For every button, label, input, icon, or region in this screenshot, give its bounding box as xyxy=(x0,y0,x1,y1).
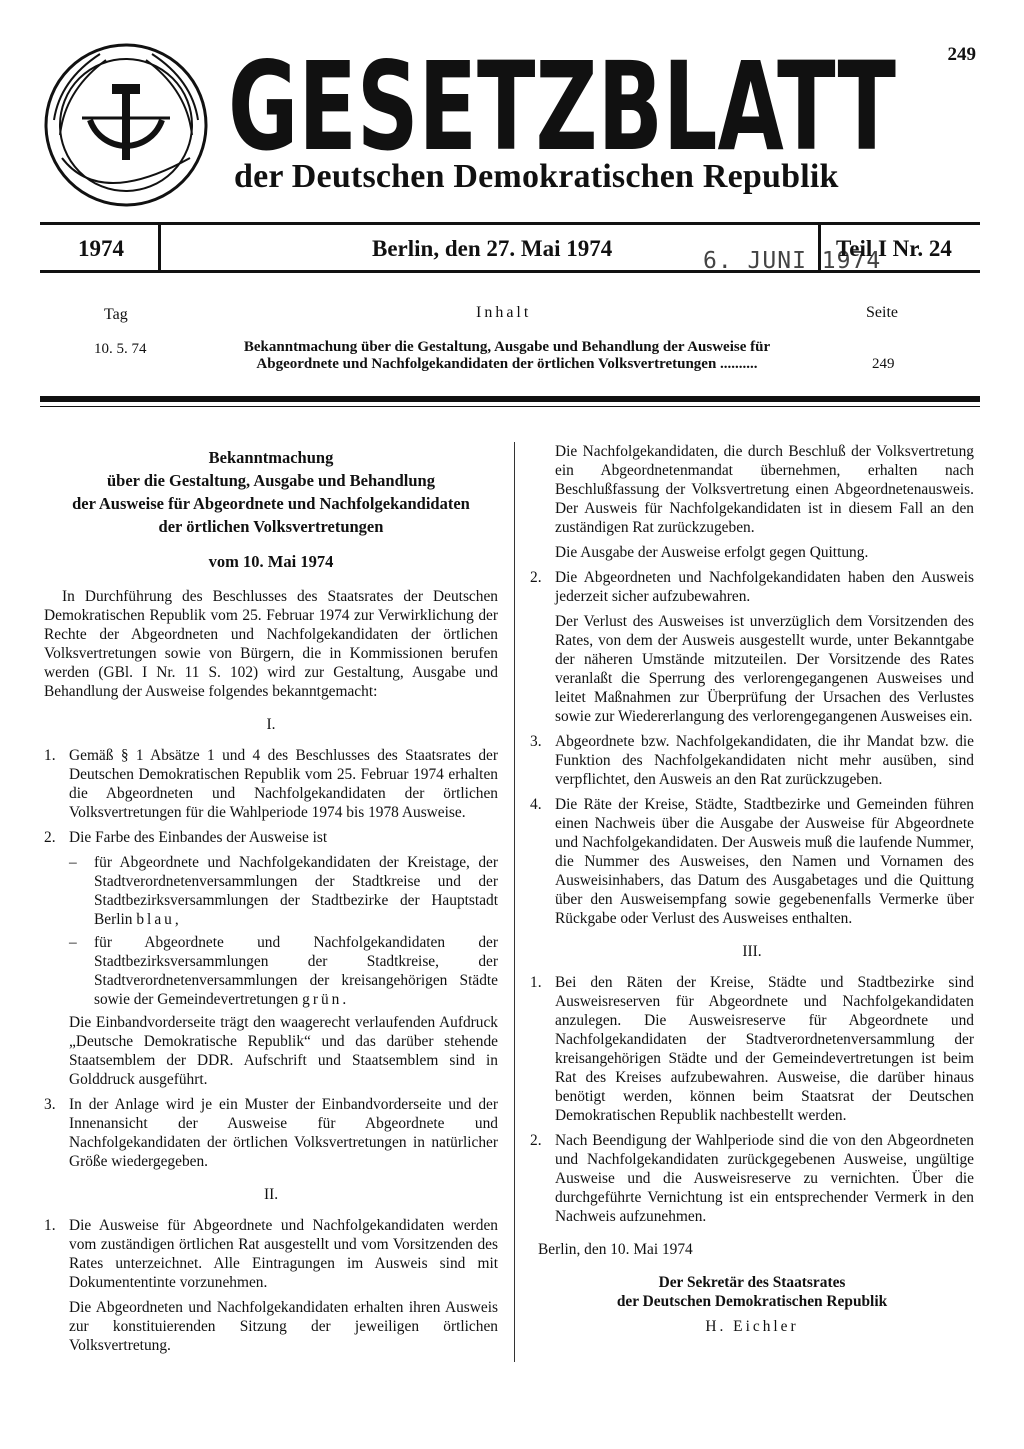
list-item: 1. Die Ausweise für Abgeordnete und Nachfolgekandidaten werden vom zuständigen örtlichen Rat ausgestellt und vom Vorsitzenden des Rates unterzeichnet. Alle Eintragungen im Ausweis sind mit Dokumententinte vorzunehmen. xyxy=(44,1217,498,1291)
list-item-continuation: Die Abgeordneten und Nachfolgekandidaten erhalten ihren Ausweis zur konstituierenden Sitzung der jeweiligen örtlichen Volksvertretung. xyxy=(69,1299,498,1354)
section-heading-iii: III. xyxy=(742,943,762,960)
column-divider xyxy=(514,442,515,1362)
divider-vertical-left xyxy=(158,222,161,270)
issue-date: Berlin, den 27. Mai 1974 xyxy=(372,236,613,261)
state-emblem-icon xyxy=(40,40,212,210)
toc-entry-title-line2: Abgeordnete und Nachfolgekandidaten der örtlichen Volksvertretungen .......... xyxy=(256,356,758,372)
divider-top xyxy=(40,222,980,225)
section-rule xyxy=(40,396,980,402)
list-item-continuation: Die Ausgabe der Ausweise erfolgt gegen Quittung. xyxy=(555,544,869,561)
issue-part: Teil I Nr. 24 xyxy=(836,236,952,261)
masthead-title xyxy=(228,42,900,158)
toc-entry-title xyxy=(182,339,832,373)
dash-item: – für Abgeordnete und Nachfolgekandidaten der Kreistage, der Stadtverordnetenversammlungen der Stadtkreise und der Stadtbezirksversammlungen der Stadtbezirke der Hauptstadt Berlin blau, xyxy=(69,854,498,928)
received-stamp: 6. JUNI 1974 xyxy=(703,248,882,274)
masthead-subtitle: der Deutschen Demokratischen Republik xyxy=(234,158,839,195)
section-heading-ii: II. xyxy=(263,1186,279,1203)
list-item: 1. Gemäß § 1 Absätze 1 und 4 des Beschlusses des Staatsrates der Deutschen Demokratischen Republik vom 25. Februar 1974 erhalten die Abgeordneten und Nachfolgekandidaten der örtlichen Volksvertretungen für die Wahlperiode 1974 bis 1978 Ausweise. xyxy=(44,747,498,821)
list-item-continuation: Die Einbandvorderseite trägt den waagerecht verlaufenden Aufdruck „Deutsche Demokratische Republik“ und das darüber stehende Staatsemblem der DDR. Aufschrift und Staatsemblem sind in Golddruck ausgeführt. xyxy=(69,1014,498,1088)
section-rule-thin xyxy=(40,406,980,407)
intro-paragraph: In Durchführung des Beschlusses des Staatsrates der Deutschen Demokratischen Republik vom 25. Februar 1974 zur Verwirklichung der Rechte der Abgeordneten und Nachfolgekandidaten der örtlichen Volksvertretungen sowie von Bürgern, die in Kommissionen berufen werden (GBl. I Nr. 11 S. 102) wird zur Gestaltung, Ausgabe und Behandlung der Ausweise folgendes bekanntgemacht: xyxy=(44,588,498,700)
list-item: 2. Die Farbe des Einbandes der Ausweise ist xyxy=(44,829,328,846)
list-item: 3. Abgeordnete bzw. Nachfolgekandidaten, die ihr Mandat bzw. die Funktion des Nachfolgekandidaten nicht mehr ausüben, sind verpflichtet, den Ausweis an den Rat zurückzugeben. xyxy=(530,733,974,788)
list-item-continuation: Die Nachfolgekandidaten, die durch Beschluß der Volksvertretung ein Abgeordnetenmandat übernehmen, erhalten nach Beschlußfassung der Volksvertretung einen Abgeordnetenausweis. Der Ausweis für Nachfolgekandidaten ist in diesem Fall an den zuständigen Rat zurückzugeben. xyxy=(555,443,974,536)
signer-name: H. Eichler xyxy=(705,1318,799,1335)
signer-title: Der Sekretär des Staatsrates der Deutschen Demokratischen Republik xyxy=(616,1274,888,1310)
list-item: 4. Die Räte der Kreise, Städte, Stadtbezirke und Gemeinden führen einen Nachweis über die Ausgabe der Ausweise für Abgeordnete und Nachfolgekandidaten. Der Ausweis muß die laufende Nummer, die Nummer des Ausweises, den Namen und Vornamen des Ausweisinhabers, das Datum des Ausgabetages und die Quittung über den Ausweisempfang sowie gegebenenfalls Vermerke über Rückgabe oder Verlust des Ausweises enthalten. xyxy=(530,796,974,927)
dash-item: – für Abgeordnete und Nachfolgekandidaten der Stadtbezirksversammlungen der Stadtkreise, der Stadtverordnetenversammlungen der kreisangehörigen Städte sowie der Gemeindevertretungen grün. xyxy=(69,934,498,1008)
left-column xyxy=(44,446,498,1361)
list-item: 1. Bei den Räten der Kreise, Städte und Stadtbezirke sind Ausweisreserven für Abgeordnete und Nachfolgekandidaten anzulegen. Die Ausweisreserve für Abgeordnete und Nachfolgekandidaten der Stadtverordnetenversammlung der kreisangehörigen Städte und der Gemeindevertretungen ist beim Rat des Kreises aufzubewahren. Ausweise, die darüber hinaus benötigt werden, können beim Staatsrat der Deutschen Demokratischen Republik nachbestellt werden. xyxy=(530,974,974,1124)
toc-col-content: Inhalt xyxy=(476,304,532,321)
toc-col-day: Tag xyxy=(104,306,128,323)
section-heading-i: I. xyxy=(266,716,276,733)
announcement-date: vom 10. Mai 1974 xyxy=(208,552,334,571)
toc-col-page: Seite xyxy=(866,304,898,321)
list-item: 2. Die Abgeordneten und Nachfolgekandidaten haben den Ausweis jederzeit sicher aufzubewahren. xyxy=(530,569,974,605)
list-item: 3. In der Anlage wird je ein Muster der Einbandvorderseite und der Innenansicht der Ausweise für Abgeordnete und Nachfolgekandidaten der örtlichen Volksvertretungen in natürlicher Größe wiedergegeben. xyxy=(44,1096,498,1170)
signature-place-date: Berlin, den 10. Mai 1974 xyxy=(538,1241,693,1258)
toc-entry-date: 10. 5. 74 xyxy=(94,341,147,357)
issue-year: 1974 xyxy=(78,236,124,261)
page-number: 249 xyxy=(947,44,976,65)
toc-entry-page: 249 xyxy=(872,356,895,372)
list-item-continuation: Der Verlust des Ausweises ist unverzüglich dem Vorsitzenden des Rates, von dem der Ausweis ausgestellt wurde, unter Bekanntgabe der näheren Umstände mitzuteilen. Der Vorsitzende des Rates veranlaßt die Sperrung des verlorengegangenen Ausweises und leitet Maßnahmen zur Überprüfung der Ursachen des Verlustes sowie zur Wiedererlangung des verlorengegangenen Ausweises ein. xyxy=(555,613,974,725)
toc-entry-title-line1: Bekanntmachung über die Gestaltung, Ausgabe und Behandlung der Ausweise für xyxy=(243,339,771,355)
masthead-title-text: GESETZBLATT xyxy=(228,42,896,158)
right-column xyxy=(530,442,974,1336)
list-item: 2. Nach Beendigung der Wahlperiode sind die von den Abgeordneten und Nachfolgekandidaten zurückgegebenen Ausweise, ungültige Ausweise und die Ausweisreserve zu vernichten. Über die durchgeführte Vernichtung ist ein entsprechender Vermerk in den Nachweis aufzunehmen. xyxy=(530,1132,974,1225)
announcement-heading: Bekanntmachung über die Gestaltung, Ausgabe und Behandlung der Ausweise für Abgeordnete und Nachfolgekandidaten der örtlichen Volksvertretungen xyxy=(72,448,470,536)
